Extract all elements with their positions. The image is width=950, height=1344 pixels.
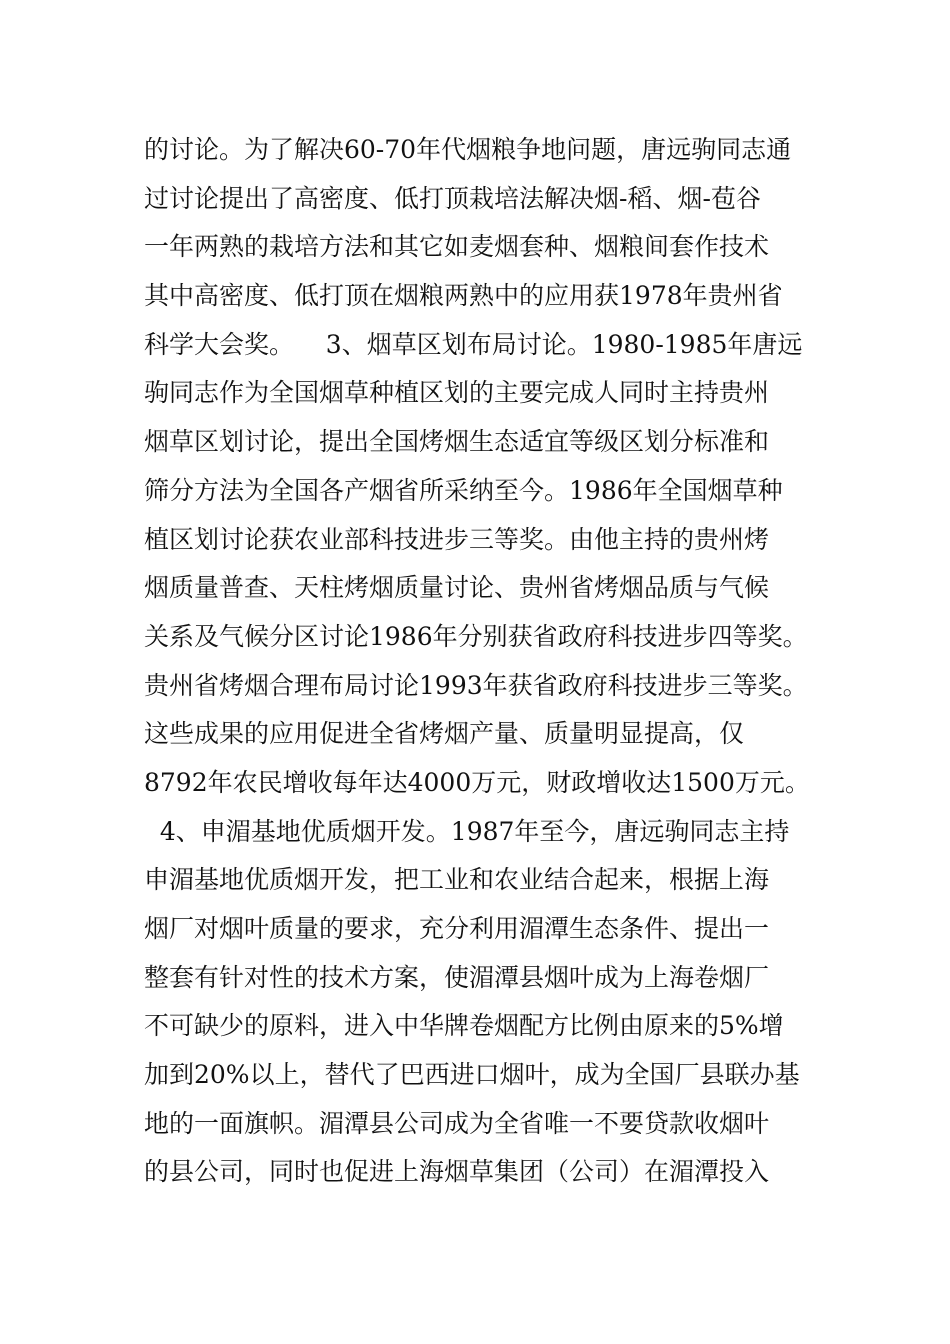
text-line-2: 过讨论提出了高密度、低打顶栽培法解决烟-稻、烟-苞谷 bbox=[144, 183, 761, 213]
body-text bbox=[144, 126, 834, 1197]
text-line-10: 烟质量普查、天柱烤烟质量讨论、贵州省烤烟品质与气候 bbox=[144, 573, 770, 603]
text-line-5: 科学大会奖。 3、烟草区划布局讨论。1980-1985年唐远 bbox=[144, 329, 803, 359]
text-line-1: 的讨论。为了解决60-70年代烟粮争地问题，唐远驹同志通 bbox=[144, 135, 792, 164]
text-line-7: 烟草区划讨论，提出全国烤烟生态适宜等级区划分标准和 bbox=[144, 427, 770, 457]
text-line-20: 加到20%以上，替代了巴西进口烟叶，成为全国厂县联办基 bbox=[144, 1060, 800, 1090]
text-line-16: 申湄基地优质烟开发，把工业和农业结合起来，根据上海 bbox=[144, 865, 770, 895]
text-line-21: 地的一面旗帜。湄潭县公司成为全省唯一不要贷款收烟叶 bbox=[144, 1108, 770, 1138]
text-line-11: 关系及气候分区讨论1986年分别获省政府科技进步四等奖。 bbox=[144, 621, 808, 651]
text-line-17: 烟厂对烟叶质量的要求，充分利用湄潭生态条件、提出一 bbox=[144, 914, 770, 943]
text-line-12: 贵州省烤烟合理布局讨论1993年获省政府科技进步三等奖。 bbox=[144, 670, 808, 700]
text-line-18: 整套有针对性的技术方案，使湄潭县烟叶成为上海卷烟厂 bbox=[144, 962, 770, 992]
text-line-4: 其中高密度、低打顶在烟粮两熟中的应用获1978年贵州省 bbox=[144, 281, 783, 311]
text-line-6: 驹同志作为全国烟草种植区划的主要完成人同时主持贵州 bbox=[144, 378, 770, 408]
text-line-8: 筛分方法为全国各产烟省所采纳至今。1986年全国烟草种 bbox=[144, 475, 783, 505]
text-line-14: 8792年农民增收每年达4000万元，财政增收达1500万元。 bbox=[144, 767, 810, 797]
text-line-3: 一年两熟的栽培方法和其它如麦烟套种、烟粮间套作技术 bbox=[144, 232, 770, 262]
text-line-19: 不可缺少的原料，进入中华牌卷烟配方比例由原来的5%增 bbox=[144, 1011, 784, 1041]
text-line-15: 4、申湄基地优质烟开发。1987年至今，唐远驹同志主持 bbox=[144, 816, 790, 846]
text-line-9: 植区划讨论获农业部科技进步三等奖。由他主持的贵州烤 bbox=[144, 524, 770, 554]
text-line-13: 这些成果的应用促进全省烤烟产量、质量明显提高，仅 bbox=[144, 719, 745, 749]
text-line-22: 的县公司，同时也促进上海烟草集团（公司）在湄潭投入 bbox=[144, 1157, 770, 1187]
